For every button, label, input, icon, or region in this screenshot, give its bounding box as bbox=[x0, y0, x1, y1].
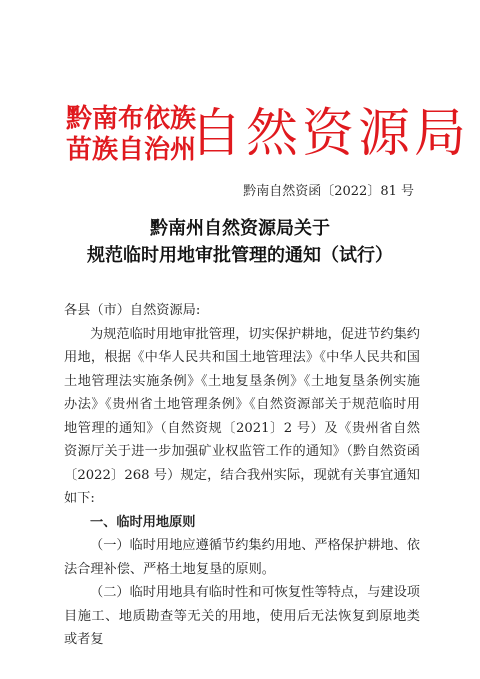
org-name-small bbox=[66, 104, 196, 166]
document-title-line2: 规范临时用地审批管理的通知（试行） bbox=[87, 245, 393, 266]
salutation: 各县（市）自然资源局: bbox=[64, 303, 201, 318]
org-name-large: 自然资源局 bbox=[190, 104, 471, 164]
paragraph-intro: 为规范临时用地审批管理，切实保护耕地，促进节约集约用地，根据《中华人民共和国土地管理法》《中华人民共和国土地管理法实施条例》《土地复垦条例》《土地复垦条例实施办法》《贵州省土地管理条例》《自然资源部关于规范临时用地管理的通知》（自然资规〔2021〕2 号）及《贵州省自然资源厅关于进一步加强矿业权监管工作的通知》（黔自然资函〔2022〕268 号）规定，结合我州实际，现就有关事宜通知如下: bbox=[64, 326, 420, 506]
org-name-line1: 黔南布依族 bbox=[66, 104, 197, 134]
document-title-line1: 黔南州自然资源局关于 bbox=[150, 218, 330, 239]
section-heading-1: 一、临时用地原则 bbox=[90, 514, 196, 530]
document-body bbox=[64, 299, 420, 652]
document-number: 黔南自然资函〔2022〕81 号 bbox=[243, 184, 414, 199]
org-name-line2: 苗族自治州 bbox=[66, 135, 197, 165]
paragraph-item-2: （二）临时用地具有临时性和可恢复性等特点，与建设项目施工、地质勘查等无关的用地，使用后无法恢复到原地类或者复 bbox=[64, 585, 420, 647]
paragraph-item-1: （一）临时用地应遵循节约集约用地、严格保护耕地、依法合理补偿、严格土地复垦的原则。 bbox=[64, 538, 420, 577]
letterhead bbox=[0, 0, 480, 180]
